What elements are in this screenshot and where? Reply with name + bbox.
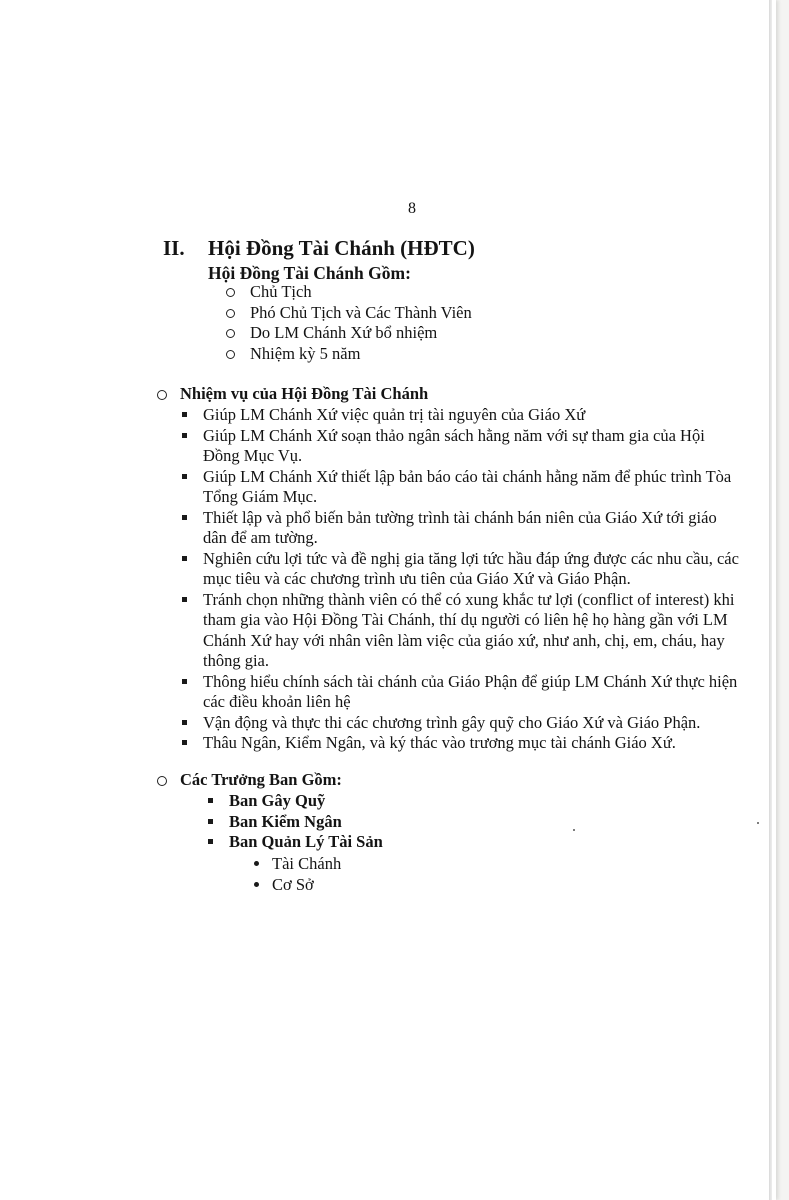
list-item: Chủ Tịch [226,282,472,303]
square-bullet-icon [182,740,187,745]
square-bullet-icon [182,556,187,561]
asset-subgroups-list [254,853,341,895]
list-item: Giúp LM Chánh Xứ thiết lập bản báo cáo tài chánh hằng năm để phúc trình Tòa Tổng Giám Mục. [179,467,739,508]
hollow-bullet-icon [226,309,235,318]
square-bullet-icon [182,515,187,520]
scan-speck [757,822,759,824]
dot-bullet-icon [254,882,259,887]
hollow-bullet-icon [226,350,235,359]
list-item: Thông hiểu chính sách tài chánh của Giáo Phận để giúp LM Chánh Xứ thực hiện các điều khoản liên hệ [179,672,739,713]
list-item: Giúp LM Chánh Xứ việc quản trị tài nguyên của Giáo Xứ [179,405,739,426]
duties-title: Nhiệm vụ của Hội Đồng Tài Chánh [180,384,429,403]
list-item: Tránh chọn những thành viên có thể có xung khắc tư lợi (conflict of interest) khi tham gia vào Hội Đồng Tài Chánh, thí dụ người có liên hệ họ hàng gần với LM Chánh Xứ hay với nhân viên làm việc của giáo xứ, như anh, chị, em, cháu, hay thông gia. [179,590,739,672]
square-bullet-icon [182,433,187,438]
square-bullet-icon [182,679,187,684]
composition-title: Hội Đồng Tài Chánh Gồm: [208,263,411,283]
hollow-bullet-icon [157,390,167,400]
heads-title: Các Trưởng Ban Gồm: [180,770,342,789]
list-item: Vận động và thực thi các chương trình gây quỹ cho Giáo Xứ và Giáo Phận. [179,713,739,734]
list-item: Ban Gây Quỹ [205,791,383,812]
hollow-bullet-icon [226,329,235,338]
list-item: Thiết lập và phổ biến bản tường trình tài chánh bán niên của Giáo Xứ tới giáo dân để am tường. [179,508,739,549]
list-item: Do LM Chánh Xứ bổ nhiệm [226,323,472,344]
scan-speck [573,829,575,831]
list-item: Nhiệm kỳ 5 năm [226,344,472,365]
square-bullet-icon [182,474,187,479]
list-item: Cơ Sở [254,874,341,895]
heads-list [205,791,383,853]
hollow-bullet-icon [226,288,235,297]
square-bullet-icon [208,798,213,803]
list-item: Nghiên cứu lợi tức và đề nghị gia tăng lợi tức hầu đáp ứng được các nhu cầu, các mục tiêu và các chương trình ưu tiên của Giáo Xứ và Giáo Phận. [179,549,739,590]
square-bullet-icon [182,720,187,725]
hollow-bullet-icon [157,776,167,786]
composition-list [226,282,472,364]
section-title: Hội Đồng Tài Chánh (HĐTC) [208,236,475,260]
section-number: II. [163,236,185,260]
page-number: 8 [408,200,416,217]
list-item: Thâu Ngân, Kiểm Ngân, và ký thác vào trương mục tài chánh Giáo Xứ. [179,733,739,754]
list-item: Ban Kiểm Ngân [205,812,383,833]
duties-list [179,405,739,754]
list-item: Phó Chủ Tịch và Các Thành Viên [226,303,472,324]
square-bullet-icon [182,412,187,417]
square-bullet-icon [182,597,187,602]
square-bullet-icon [208,839,213,844]
page-edge [769,0,772,1200]
dot-bullet-icon [254,861,259,866]
square-bullet-icon [208,819,213,824]
list-item: Giúp LM Chánh Xứ soạn thảo ngân sách hằng năm với sự tham gia của Hội Đồng Mục Vụ. [179,426,739,467]
list-item: Tài Chánh [254,853,341,874]
list-item: Ban Quản Lý Tài Sản [205,832,383,853]
